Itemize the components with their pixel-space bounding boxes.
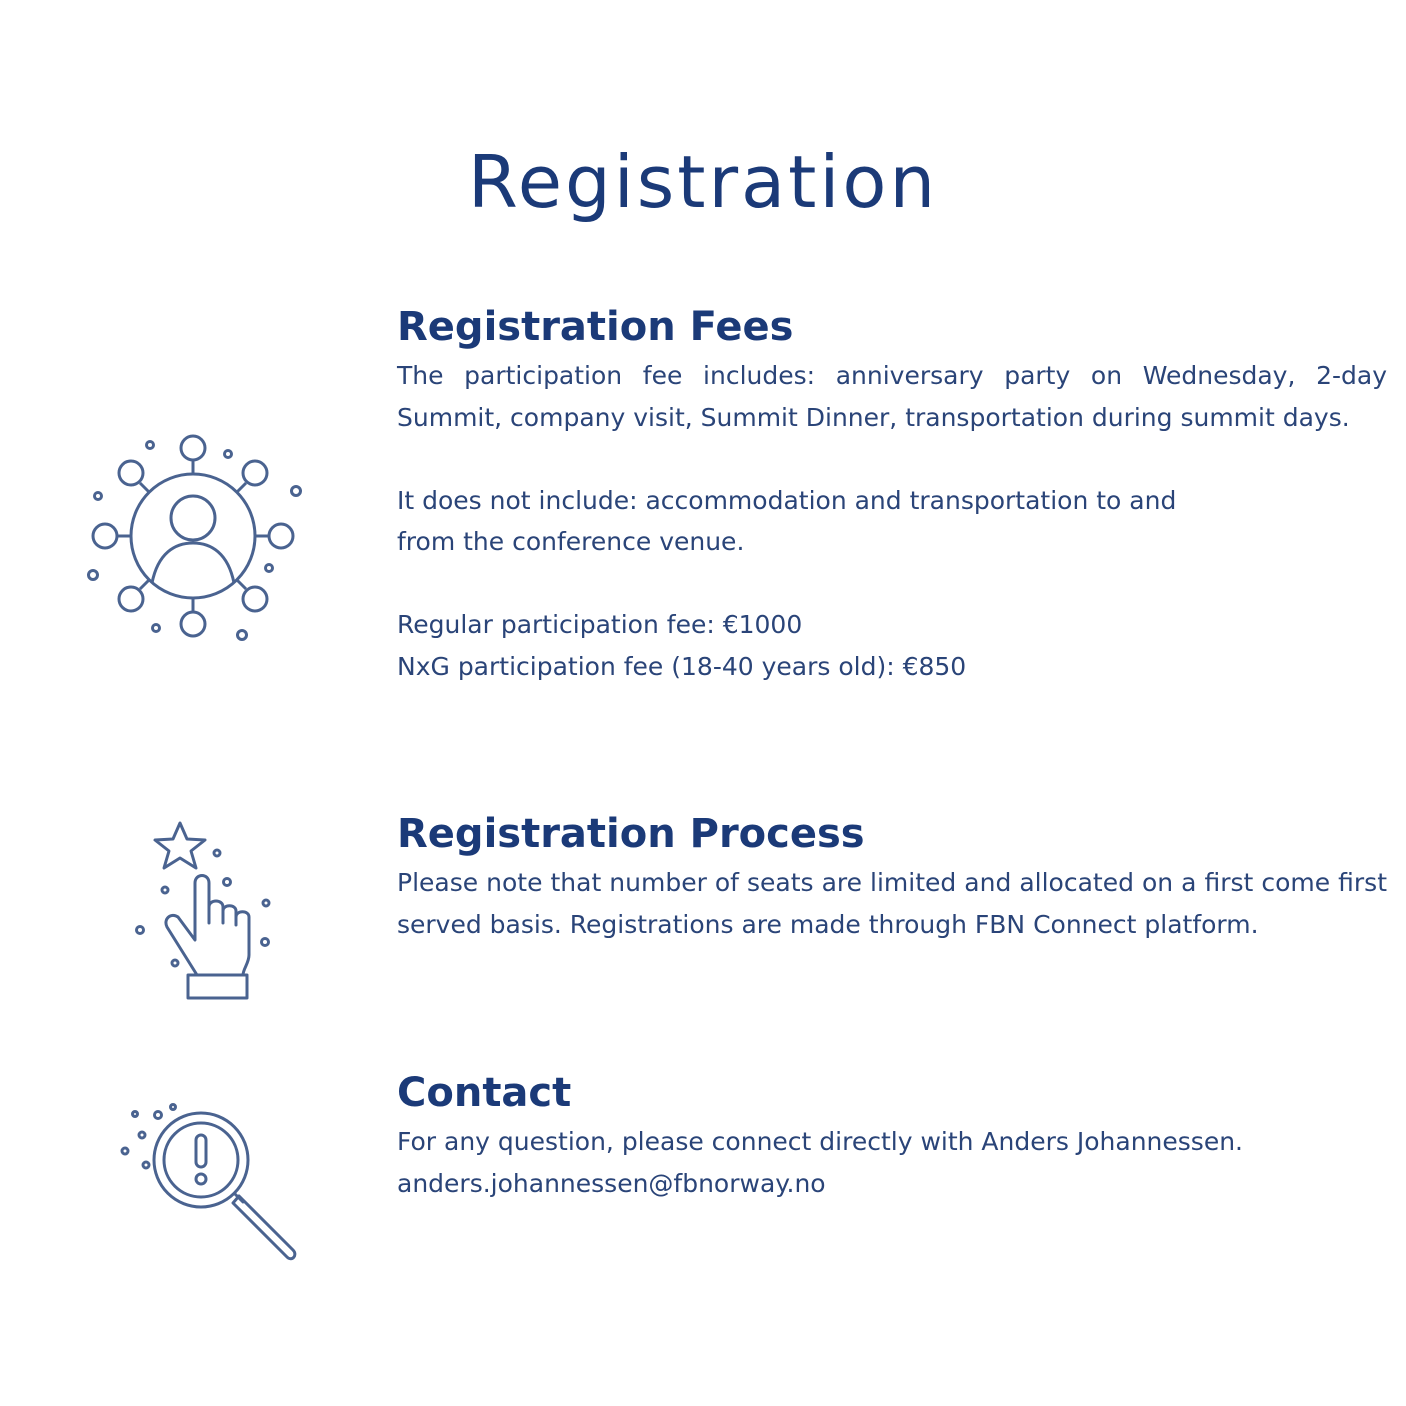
registration-fees-heading: Registration Fees [397,304,794,350]
page-title: Registration [467,140,939,224]
regular-fee-text: Regular participation fee: €1000 [397,610,803,639]
contact-email-link[interactable]: anders.johannessen@fbnorway.no [397,1168,826,1198]
registration-fees-section [397,302,1387,687]
hand-star-icon [125,815,285,1010]
registration-process-section [397,809,1387,945]
fees-excludes-line-1: It does not include: accommodation and transportation to and [397,485,1177,515]
nxg-fee-text: NxG participation fee (18-40 years old): €850 [397,651,967,681]
process-body-text: Please note that number of seats are limited and allocated on a first come first served basis. Registrations are made through FBN Connect platform. [397,868,1387,939]
magnifier-alert-icon [115,1100,310,1265]
network-user-icon [80,428,320,648]
contact-body-text: For any question, please connect directly with Anders Johannessen. [397,1127,1244,1156]
contact-section [397,1068,1387,1204]
fees-excludes-line-2: from the conference venue. [397,527,745,556]
registration-process-heading: Registration Process [397,811,865,857]
fees-includes-text: The participation fee includes: anniversary party on Wednesday, 2-day Summit, company visit, Summit Dinner, transportation during summit days. [397,361,1387,432]
contact-heading: Contact [397,1070,572,1116]
